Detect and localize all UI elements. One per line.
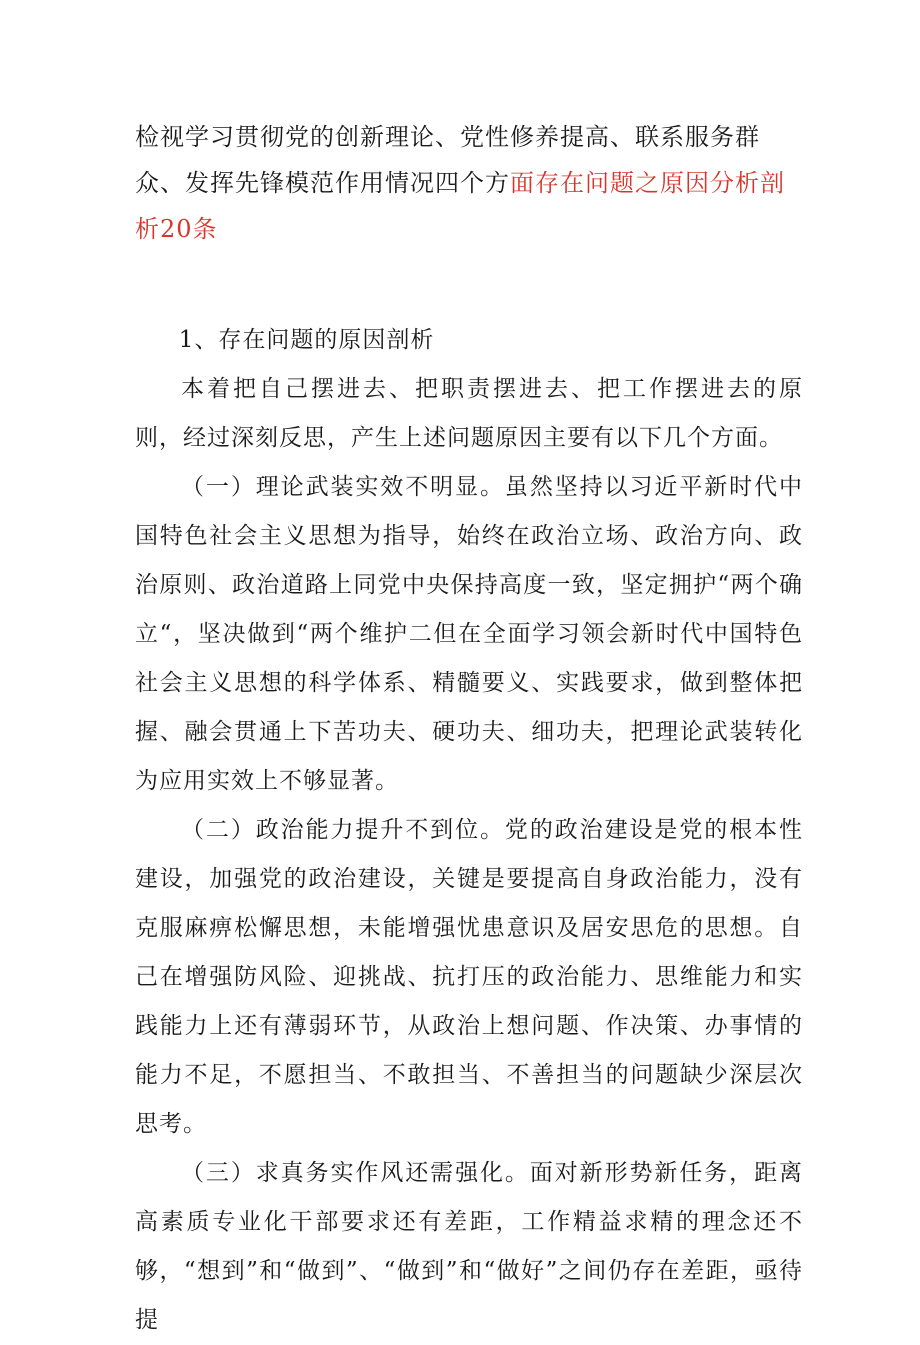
document-title	[135, 114, 805, 252]
title-highlight-text: 面存在问题之原因分析剖析20条	[135, 169, 785, 243]
document-body	[135, 316, 803, 1345]
title-text: 检视学习贯彻党的创新理论、党性修养提高、联系服务群众、发挥先锋模范作用情况四个方	[135, 123, 760, 197]
section-heading: 1、存在问题的原因剖析	[178, 327, 435, 353]
paragraph-theory: （一）理论武装实效不明显。虽然坚持以习近平新时代中国特色社会主义思想为指导，始终在政治立场、政治方向、政治原则、政治道路上同党中央保持高度一致，坚定拥护“两个确立“，坚决做到“两个维护二但在全面学习领会新时代中国特色社会主义思想的科学体系、精髓要义、实践要求，做到整体把握、融会贯通上下苦功夫、硬功夫、细功夫，把理论武装转化为应用实效上不够显著。	[135, 474, 803, 794]
paragraph-political: （二）政治能力提升不到位。党的政治建设是党的根本性建设，加强党的政治建设，关键是要提高自身政治能力，没有克服麻痹松懈思想，未能增强忧患意识及居安思危的思想。自己在增强防风险、迎挑战、抗打压的政治能力、思维能力和实践能力上还有薄弱环节，从政治上想问题、作决策、办事情的能力不足，不愿担当、不敢担当、不善担当的问题缺少深层次思考。	[135, 817, 803, 1137]
paragraph-intro: 本着把自己摆进去、把职责摆进去、把工作摆进去的原则，经过深刻反思，产生上述问题原因主要有以下几个方面。	[135, 376, 803, 451]
paragraph-workstyle: （三）求真务实作风还需强化。面对新形势新任务，距离高素质专业化干部要求还有差距，工作精益求精的理念还不够，“想到”和“做到”、“做到”和“做好”之间仍存在差距，亟待提	[135, 1160, 803, 1333]
